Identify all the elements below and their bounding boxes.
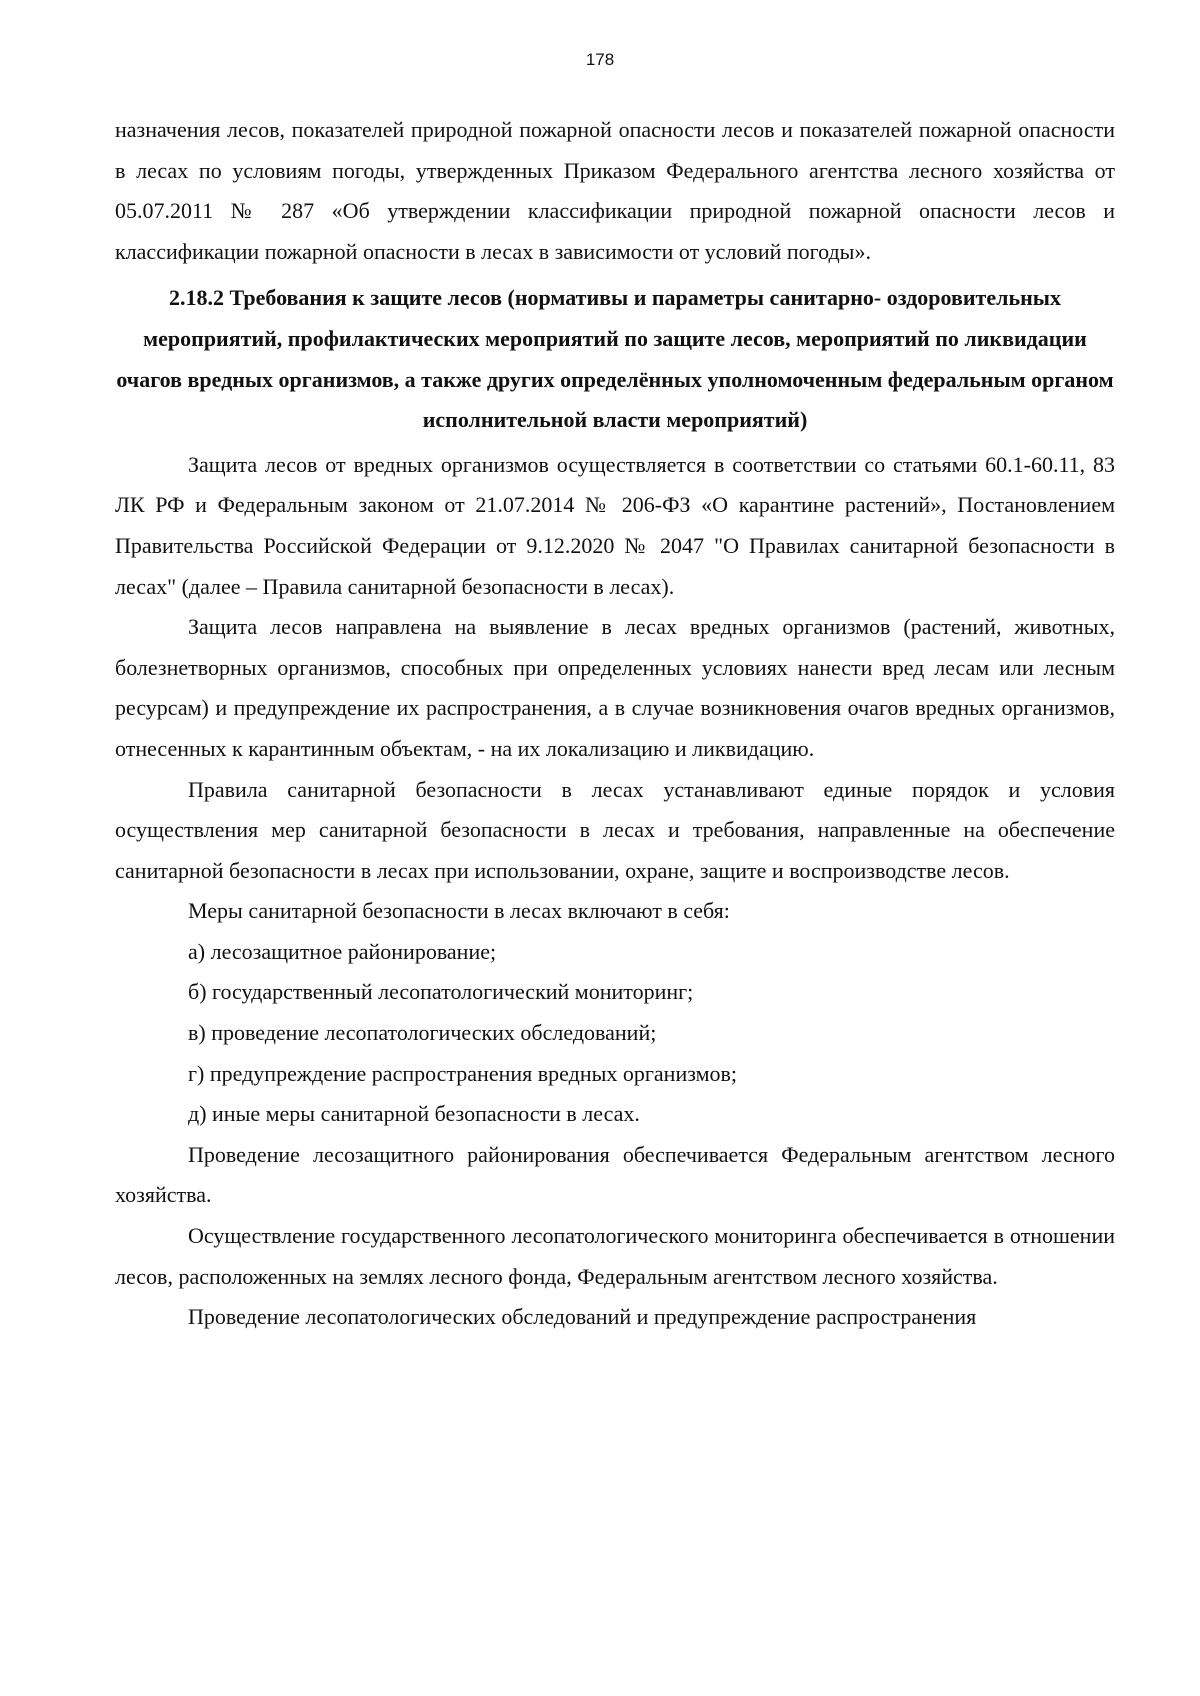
intro-paragraph: назначения лесов, показателей природной пожарной опасности лесов и показателей пожарной опасности в лесах по условиям погоды, утвержденных Приказом Федерального агентства лесного хозяйства от 05.07.2011 № 287 «Об утверждении классификации природной пожарной опасности лесов и классификации пожарной опасности в лесах в зависимости от условий погоды». (115, 117, 1115, 264)
paragraph-surveys: Проведение лесопатологических обследований и предупреждение распространения (188, 1304, 977, 1330)
page-number: 178 (585, 50, 615, 69)
measures-list (115, 932, 1115, 1135)
list-item: д) иные меры санитарной безопасности в лесах. (188, 1101, 640, 1127)
paragraph-protection-purpose: Защита лесов направлена на выявление в лесах вредных организмов (растений, животных, болезнетворных организмов, способных при определенных условиях нанести вред лесам или лесным ресурсам) и предупреждение их распространения, а в случае возникновения очагов вредных организмов, отнесенных к карантинным объектам, - на их локализацию и ликвидацию. (115, 614, 1115, 761)
paragraph-rules-scope: Правила санитарной безопасности в лесах устанавливают единые порядок и условия осуществления мер санитарной безопасности в лесах и требования, направленные на обеспечение санитарной безопасности в лесах при использовании, охране, защите и воспроизводстве лесов. (115, 776, 1115, 883)
paragraph-legal-basis: Защита лесов от вредных организмов осуществляется в соответствии со статьями 60.1-60.11, 83 ЛК РФ и Федеральным законом от 21.07.2014 № 206-ФЗ «О карантине растений», Постановлением Правительства Российской Федерации от 9.12.2020 № 2047 "О Правилах санитарной безопасности в лесах" (далее – Правила санитарной безопасности в лесах). (115, 451, 1115, 599)
paragraph-monitoring: Осуществление государственного лесопатологического мониторинга обеспечивается в отношении лесов, расположенных на землях лесного фонда, Федеральным агентством лесного хозяйства. (115, 1223, 1115, 1289)
list-item: а) лесозащитное районирование; (188, 938, 497, 964)
list-item: б) государственный лесопатологический мониторинг; (188, 979, 694, 1005)
list-item: г) предупреждение распространения вредных организмов; (188, 1060, 738, 1086)
list-item: в) проведение лесопатологических обследований; (188, 1020, 657, 1046)
paragraph-zoning: Проведение лесозащитного районирования обеспечивается Федеральным агентством лесного хозяйства. (115, 1141, 1115, 1208)
page-content (115, 110, 1115, 1338)
section-heading: 2.18.2 Требования к защите лесов (нормативы и параметры санитарно- оздоровительных мероприятий, профилактических мероприятий по защите лесов, мероприятий по ликвидации очагов вредных организмов, а также других определённых уполномоченным федеральным органом исполнительной власти мероприятий) (116, 285, 1114, 433)
paragraph-measures-intro: Меры санитарной безопасности в лесах включают в себя: (188, 898, 730, 924)
